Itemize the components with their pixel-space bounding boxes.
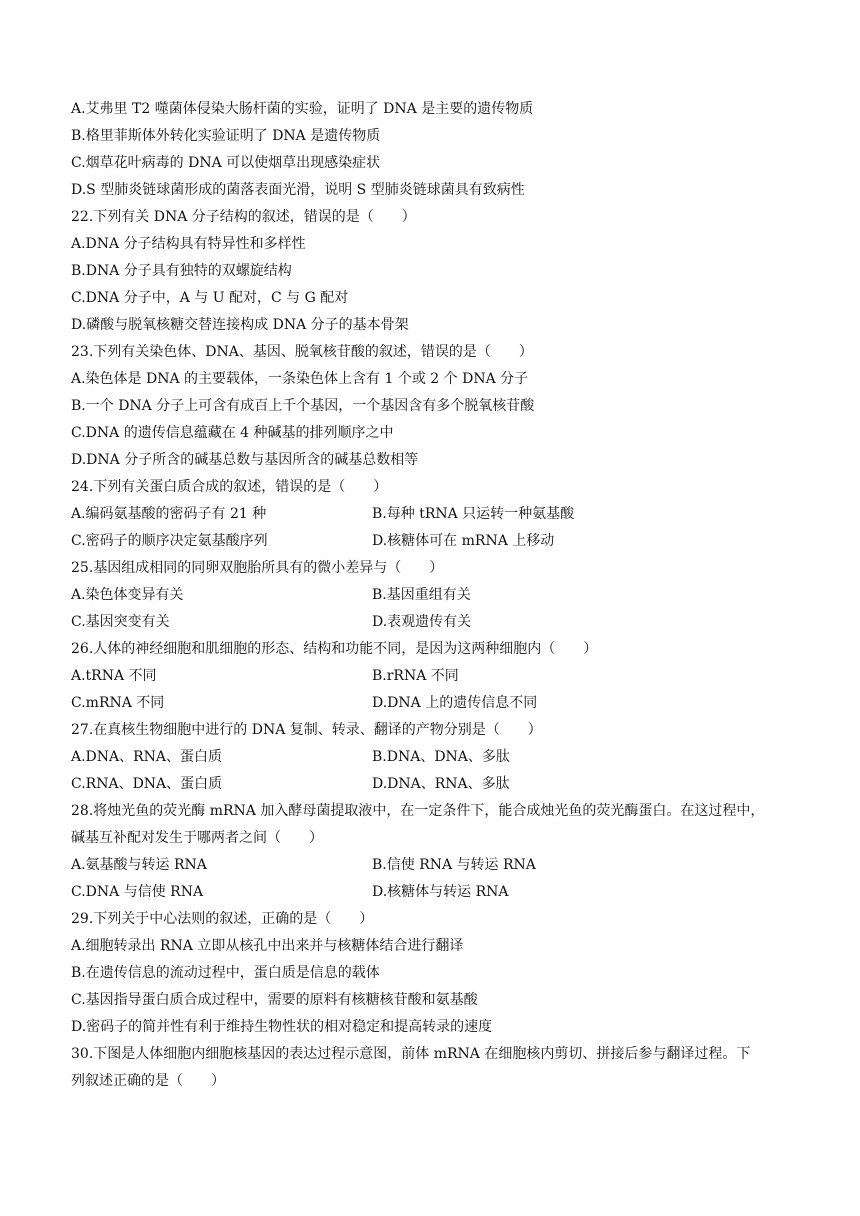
q24-option-c: C.密码子的顺序决定氨基酸序列: [71, 533, 268, 549]
q22-option-d: D.磷酸与脱氧核糖交替连接构成 DNA 分子的基本骨架: [71, 317, 409, 333]
q26-option-d: D.DNA 上的遗传信息不同: [372, 695, 538, 711]
q29-option-c: C.基因指导蛋白质合成过程中，需要的原料有核糖核苷酸和氨基酸: [71, 992, 478, 1008]
q25-option-a: A.染色体变异有关: [71, 587, 184, 603]
q22-stem: 22.下列有关 DNA 分子结构的叙述，错误的是（ ）: [71, 209, 416, 225]
q28-stem-line-1: 28.将烛光鱼的荧光酶 mRNA 加入酵母菌提取液中，在一定条件下，能合成烛光鱼的荧光酶蛋白。在这过程中，: [71, 803, 765, 819]
q27-stem: 27.在真核生物细胞中进行的 DNA 复制、转录、翻译的产物分别是（ ）: [71, 722, 542, 738]
q27-option-c: C.RNA、DNA、蛋白质: [71, 776, 223, 792]
q23-option-d: D.DNA 分子所含的碱基总数与基因所含的碱基总数相等: [71, 452, 419, 468]
q21-option-d: D.S 型肺炎链球菌形成的菌落表面光滑，说明 S 型肺炎链球菌具有致病性: [71, 182, 525, 198]
q26-options-row-2: [71, 690, 796, 717]
q24-options-row-2: [71, 528, 796, 555]
q29-option-b: B.在遗传信息的流动过程中，蛋白质是信息的载体: [71, 965, 380, 981]
q26-option-a: A.tRNA 不同: [71, 668, 157, 684]
q28-option-b: B.信使 RNA 与转运 RNA: [372, 857, 536, 873]
q25-option-d: D.表观遗传有关: [372, 614, 472, 630]
q25-option-b: B.基因重组有关: [372, 587, 471, 603]
q23-option-b: B.一个 DNA 分子上可含有成百上千个基因，一个基因含有多个脱氧核苷酸: [71, 398, 535, 414]
q23-option-c: C.DNA 的遗传信息蕴藏在 4 种碱基的排列顺序之中: [71, 425, 394, 441]
q21-option-a: A.艾弗里 T2 噬菌体侵染大肠杆菌的实验，证明了 DNA 是主要的遗传物质: [71, 101, 534, 117]
q27-options-row-2: [71, 771, 796, 798]
q29-option-a: A.细胞转录出 RNA 立即从核孔中出来并与核糖体结合进行翻译: [71, 938, 464, 954]
q25-options-row-1: [71, 582, 796, 609]
q28-option-d: D.核糖体与转运 RNA: [372, 884, 509, 900]
q27-option-a: A.DNA、RNA、蛋白质: [71, 749, 223, 765]
q27-options-row-1: [71, 744, 796, 771]
q28-option-c: C.DNA 与信使 RNA: [71, 884, 204, 900]
q26-stem: 26.人体的神经细胞和肌细胞的形态、结构和功能不同，是因为这两种细胞内（ ）: [71, 641, 598, 657]
q25-options-row-2: [71, 609, 796, 636]
q25-option-c: C.基因突变有关: [71, 614, 170, 630]
q22-option-b: B.DNA 分子具有独特的双螺旋结构: [71, 263, 292, 279]
q29-stem: 29.下列关于中心法则的叙述，正确的是（ ）: [71, 911, 374, 927]
q28-stem-line-2: 碱基互补配对发生于哪两者之间（ ）: [71, 830, 323, 846]
q25-stem: 25.基因组成相同的同卵双胞胎所具有的微小差异与（ ）: [71, 560, 444, 576]
q22-option-a: A.DNA 分子结构具有特异性和多样性: [71, 236, 306, 252]
q29-option-d: D.密码子的简并性有利于维持生物性状的相对稳定和提高转录的速度: [71, 1019, 493, 1035]
q24-option-a: A.编码氨基酸的密码子有 21 种: [71, 506, 267, 522]
q26-options-row-1: [71, 663, 796, 690]
q24-option-d: D.核糖体可在 mRNA 上移动: [372, 533, 555, 549]
q23-stem: 23.下列有关染色体、DNA、基因、脱氧核苷酸的叙述，错误的是（ ）: [71, 344, 533, 360]
q30-stem-line-2: 列叙述正确的是（ ）: [71, 1073, 225, 1089]
question-sheet: [71, 96, 796, 1095]
q24-option-b: B.每种 tRNA 只运转一种氨基酸: [372, 506, 575, 522]
q28-option-a: A.氨基酸与转运 RNA: [71, 857, 207, 873]
q27-option-d: D.DNA、RNA、多肽: [372, 776, 510, 792]
q30-stem-line-1: 30.下图是人体细胞内细胞核基因的表达过程示意图，前体 mRNA 在细胞核内剪切、拼接后参与翻译过程。下: [71, 1046, 751, 1062]
q26-option-c: C.mRNA 不同: [71, 695, 165, 711]
q22-option-c: C.DNA 分子中，A 与 U 配对，C 与 G 配对: [71, 290, 349, 306]
q21-option-b: B.格里菲斯体外转化实验证明了 DNA 是遗传物质: [71, 128, 381, 144]
q24-stem: 24.下列有关蛋白质合成的叙述，错误的是（ ）: [71, 479, 388, 495]
q23-option-a: A.染色体是 DNA 的主要载体，一条染色体上含有 1 个或 2 个 DNA 分子: [71, 371, 529, 387]
q28-options-row-2: [71, 879, 796, 906]
q28-options-row-1: [71, 852, 796, 879]
q27-option-b: B.DNA、DNA、多肽: [372, 749, 510, 765]
q21-option-c: C.烟草花叶病毒的 DNA 可以使烟草出现感染症状: [71, 155, 381, 171]
q24-options-row-1: [71, 501, 796, 528]
q26-option-b: B.rRNA 不同: [372, 668, 459, 684]
